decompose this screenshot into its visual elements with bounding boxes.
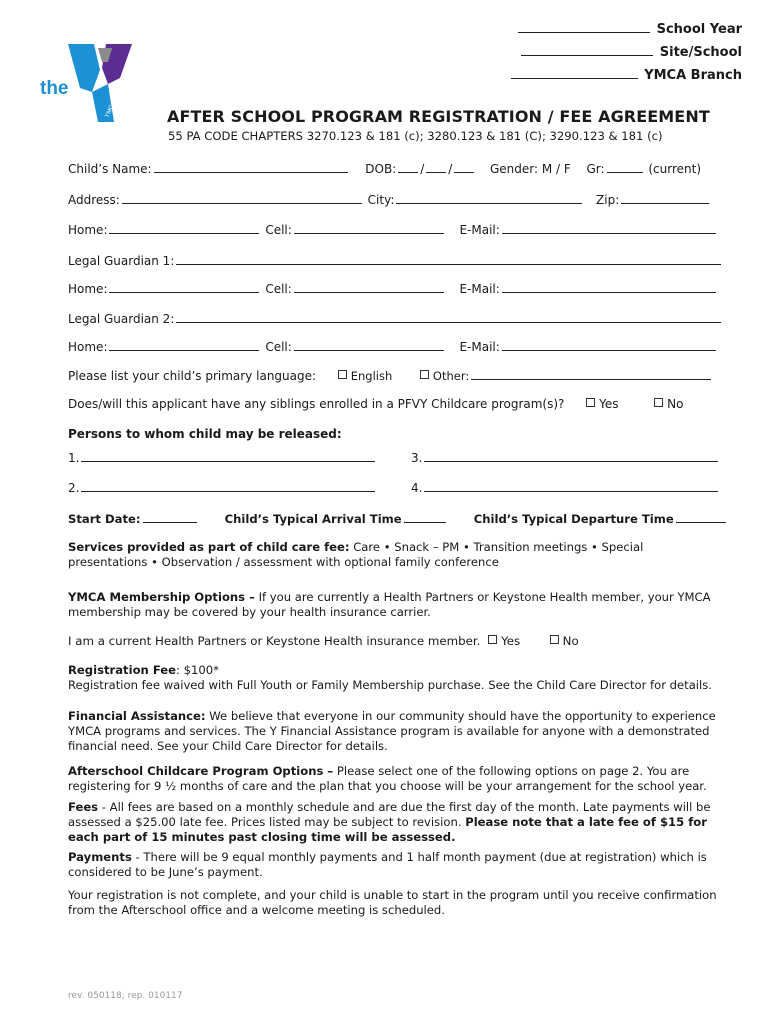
email-label: E-Mail: <box>459 282 500 296</box>
program-options-label: Afterschool Childcare Program Options – <box>68 764 334 778</box>
page-subtitle: 55 PA CODE CHAPTERS 3270.123 & 181 (c); 3280.123 & 181 (C); 3290.123 & 181 (c) <box>168 129 663 143</box>
child-info-row: Child’s Name: DOB: / / Gender: M / F Gr: (current) <box>68 162 701 176</box>
grade-current-label: (current) <box>648 162 701 176</box>
guardian1-input[interactable] <box>176 253 721 265</box>
release-number-3: 3. <box>411 451 423 465</box>
guardian1-label: Legal Guardian 1: <box>68 254 175 268</box>
siblings-yes-checkbox[interactable] <box>586 398 595 407</box>
siblings-yes-label: Yes <box>599 397 619 411</box>
svg-text:YMCA: YMCA <box>104 100 118 119</box>
city-label: City: <box>367 193 395 207</box>
release-person-2 <box>68 480 377 495</box>
home-label: Home: <box>68 340 108 354</box>
membership-paragraph <box>68 590 718 620</box>
insurance-yes-checkbox[interactable] <box>488 635 497 644</box>
release-number-1: 1. <box>68 451 80 465</box>
closing-paragraph: Your registration is not complete, and your child is unable to start in the program until you receive confirmation from the Afterschool office and a welcome meeting is scheduled. <box>68 888 717 917</box>
siblings-question: Does/will this applicant have any siblings enrolled in a PFVY Childcare program(s)? <box>68 397 565 411</box>
start-date-input[interactable] <box>143 511 197 523</box>
page-title: AFTER SCHOOL PROGRAM REGISTRATION / FEE AGREEMENT <box>167 107 710 126</box>
services-label: Services provided as part of child care fee: <box>68 540 350 554</box>
guardian1-home-input[interactable] <box>109 281 259 293</box>
address-row <box>68 192 711 207</box>
fees-text: - All fees are based on a monthly schedule and are due the first day of the month. Late payments will be assessed a $25.00 late fee. Prices listed may be subject to revision. <box>68 800 711 829</box>
membership-label: YMCA Membership Options – <box>68 590 255 604</box>
language-row <box>68 368 713 383</box>
release-person-2-input[interactable] <box>81 480 375 492</box>
services-text: Care • Snack – PM • Transition meetings • Special presentations • Observation / assessment with optional family conference <box>68 540 644 569</box>
guardian2-input[interactable] <box>176 311 721 323</box>
cell-label: Cell: <box>265 282 292 296</box>
siblings-row <box>68 397 683 411</box>
fees-label: Fees <box>68 800 99 814</box>
start-date-label: Start Date: <box>68 512 141 526</box>
grade-label: Gr: <box>586 162 605 176</box>
dob-label: DOB: <box>365 162 397 176</box>
other-label: Other: <box>432 369 470 383</box>
insurance-question: I am a current Health Partners or Keystone Health insurance member. <box>68 634 481 648</box>
times-row <box>68 511 728 526</box>
ymca-logo <box>36 40 140 126</box>
cell-label: Cell: <box>265 223 292 237</box>
zip-label: Zip: <box>596 193 620 207</box>
address-label: Address: <box>68 193 120 207</box>
home-label: Home: <box>68 282 108 296</box>
insurance-member-row <box>68 634 579 648</box>
school-year-label: School Year <box>656 22 742 37</box>
guardian2-cell-input[interactable] <box>294 339 444 351</box>
guardian1-row <box>68 253 723 268</box>
email-input[interactable] <box>502 222 716 234</box>
late-fee-text: Please note that a late fee of $15 for each part of 15 minutes past closing time will be assessed. <box>68 815 707 844</box>
insurance-no-label: No <box>562 634 579 648</box>
program-options-text: Please select one of the following options on page 2. You are registering for 9 ½ months of care and the plan that you choose will be your arrangement for the school year. <box>68 764 707 793</box>
program-options-paragraph <box>68 764 718 794</box>
services-paragraph <box>68 540 718 570</box>
release-person-4 <box>411 480 720 495</box>
release-person-3-input[interactable] <box>424 450 718 462</box>
registration-fee-label: Registration Fee <box>68 663 176 677</box>
dob-month-input[interactable] <box>398 161 418 173</box>
school-year-field[interactable] <box>516 21 742 37</box>
gender-label: Gender: M / F <box>489 162 571 176</box>
ymca-branch-field[interactable] <box>509 67 742 83</box>
release-number-4: 4. <box>411 481 423 495</box>
siblings-no-checkbox[interactable] <box>654 398 663 407</box>
departure-time-input[interactable] <box>676 511 726 523</box>
city-input[interactable] <box>396 192 582 204</box>
child-phone-row <box>68 222 718 237</box>
payments-paragraph <box>68 850 718 880</box>
financial-label: Financial Assistance: <box>68 709 206 723</box>
siblings-no-label: No <box>667 397 684 411</box>
guardian1-phone-row <box>68 281 718 296</box>
insurance-yes-label: Yes <box>501 634 521 648</box>
registration-fee-amount: : $100* <box>176 663 219 677</box>
release-person-1-input[interactable] <box>81 450 375 462</box>
membership-text: If you are currently a Health Partners or Keystone Health member, your YMCA membership may be covered by your health insurance carrier. <box>68 590 711 619</box>
guardian2-email-input[interactable] <box>502 339 716 351</box>
address-input[interactable] <box>122 192 362 204</box>
fees-paragraph <box>68 800 718 845</box>
guardian2-home-input[interactable] <box>109 339 259 351</box>
cell-label: Cell: <box>265 340 292 354</box>
email-label: E-Mail: <box>459 223 500 237</box>
release-heading: Persons to whom child may be released: <box>68 427 342 441</box>
arrival-time-label: Child’s Typical Arrival Time <box>224 512 402 526</box>
language-label: Please list your child’s primary language: <box>68 369 317 383</box>
financial-text: We believe that everyone in our community should have the opportunity to experience YMCA programs and services. The Y Financial Assistance program is available for anyone with a demonstrated financial need. See your Child Care Director for details. <box>68 709 716 753</box>
payments-label: Payments <box>68 850 132 864</box>
release-number-2: 2. <box>68 481 80 495</box>
home-phone-input[interactable] <box>109 222 259 234</box>
ymca-logo-graphic <box>36 40 140 126</box>
revision-footer: rev. 050118; rep. 010117 <box>68 991 183 1001</box>
payments-text: - There will be 9 equal monthly payments and 1 half month payment (due at registration) which is considered to be June’s payment. <box>68 850 707 879</box>
dob-day-input[interactable] <box>426 161 446 173</box>
other-language-input[interactable] <box>471 368 711 380</box>
email-label: E-Mail: <box>459 340 500 354</box>
dob-year-input[interactable] <box>454 161 474 173</box>
guardian2-phone-row <box>68 339 718 354</box>
release-person-1 <box>68 450 377 465</box>
registration-fee-note: Registration fee waived with Full Youth or Family Membership purchase. See the Child Care Director for details. <box>68 678 712 692</box>
guardian1-email-input[interactable] <box>502 281 716 293</box>
cell-phone-input[interactable] <box>294 222 444 234</box>
child-name-label: Child’s Name: <box>68 162 152 176</box>
site-school-label: Site/School <box>659 45 742 60</box>
insurance-no-checkbox[interactable] <box>550 635 559 644</box>
registration-fee-paragraph <box>68 663 718 693</box>
guardian1-cell-input[interactable] <box>294 281 444 293</box>
arrival-time-input[interactable] <box>404 511 446 523</box>
financial-paragraph <box>68 709 718 754</box>
departure-time-label: Child’s Typical Departure Time <box>473 512 674 526</box>
site-school-field[interactable] <box>519 44 742 60</box>
guardian2-row <box>68 311 723 326</box>
home-label: Home: <box>68 223 108 237</box>
child-name-input[interactable] <box>154 161 348 173</box>
release-person-4-input[interactable] <box>424 480 718 492</box>
release-person-3 <box>411 450 720 465</box>
svg-text:the: the <box>40 78 69 99</box>
english-label: English <box>350 369 393 383</box>
zip-input[interactable] <box>621 192 709 204</box>
guardian2-label: Legal Guardian 2: <box>68 312 175 326</box>
english-checkbox[interactable] <box>338 370 347 379</box>
other-language-checkbox[interactable] <box>420 370 429 379</box>
grade-input[interactable] <box>607 161 643 173</box>
ymca-branch-label: YMCA Branch <box>644 68 742 83</box>
